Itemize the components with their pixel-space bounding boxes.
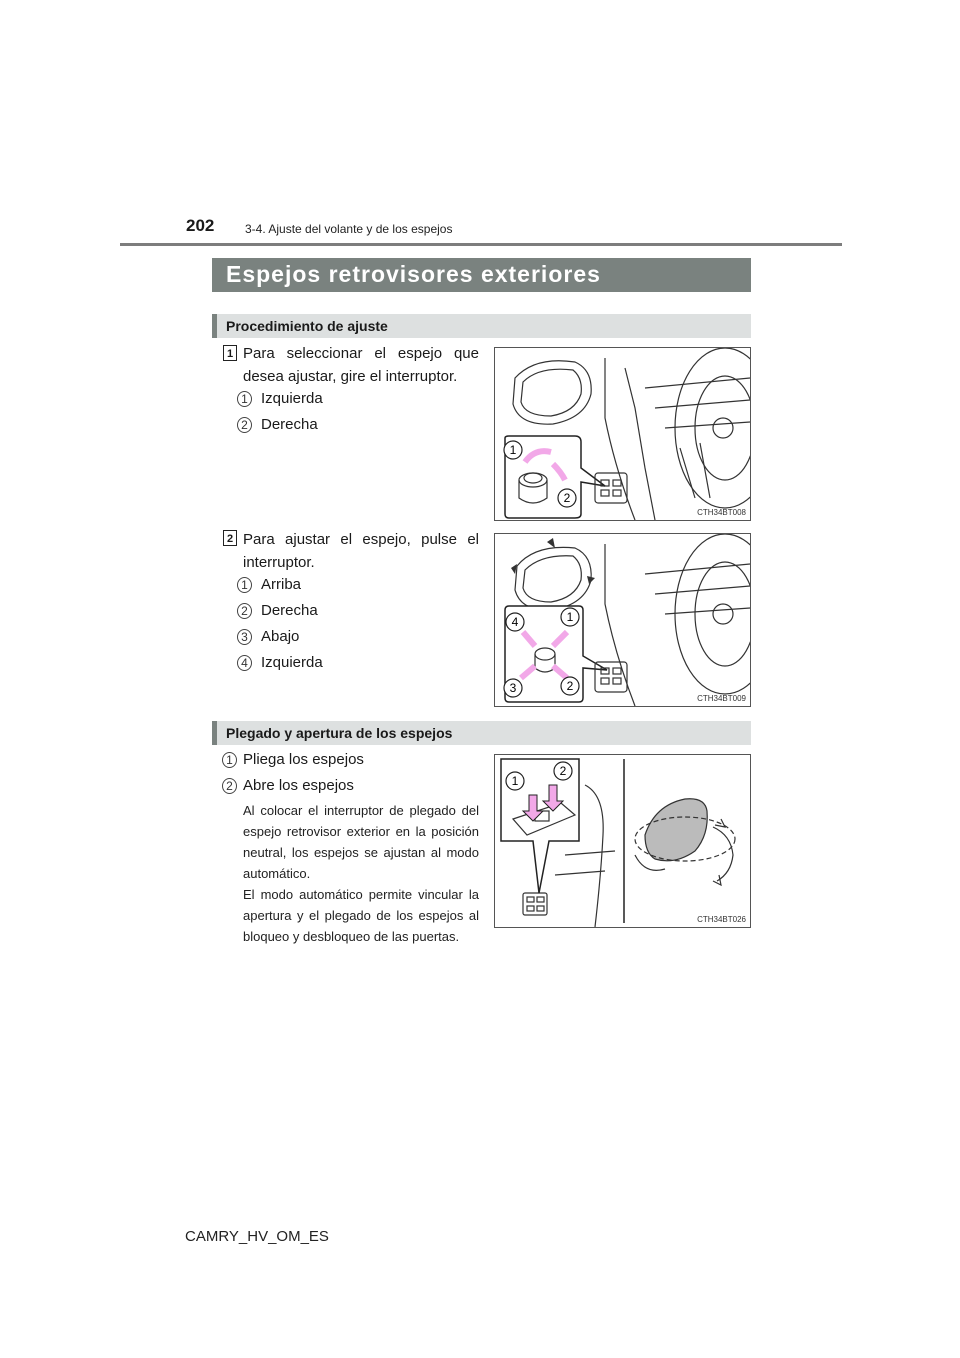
callout-2: 2 — [563, 491, 571, 505]
fold-rotation-arrow — [713, 827, 733, 881]
callout-3: 3 — [509, 681, 517, 695]
item-number: 4 — [237, 655, 252, 671]
figure-code: CTH34BT008 — [697, 508, 746, 517]
item-number: 2 — [237, 417, 252, 433]
item-label-arriba: Arriba — [261, 576, 302, 593]
section-path: 3-4. Ajuste del volante y de los espejos — [245, 222, 453, 236]
item-label-derecha: Derecha — [261, 416, 318, 433]
item-number: 2 — [222, 778, 237, 794]
figure-mirror-select — [494, 347, 751, 521]
callout-4: 4 — [511, 615, 519, 629]
callout-1: 1 — [566, 610, 574, 624]
item-label-derecha: Derecha — [261, 602, 318, 619]
mirror-adjust-illustration — [495, 534, 750, 706]
item-number: 1 — [222, 752, 237, 768]
figure-mirror-fold — [494, 754, 751, 928]
item-label-abajo: Abajo — [261, 628, 300, 645]
item-number: 1 — [237, 391, 252, 407]
mirror-select-illustration — [495, 348, 750, 520]
figure-code: CTH34BT009 — [697, 694, 746, 703]
item-label-izquierda: Izquierda — [261, 654, 323, 671]
note-neutral: Al colocar el interruptor de plegado del espejo retrovisor exterior en la posición neutral, los espejos se ajustan al modo automático. — [243, 803, 479, 881]
callout-2: 2 — [566, 679, 574, 693]
figure-code: CTH34BT026 — [697, 915, 746, 924]
note-automatic: El modo automático permite vincular la apertura y el plegado de los espejos al bloqueo y desbloqueo de las puertas. — [243, 887, 479, 944]
item-label-pliega: Pliega los espejos — [243, 751, 364, 768]
step-number-2: 2 — [223, 530, 237, 546]
folding-mirror — [645, 799, 707, 861]
subheading-folding — [212, 721, 751, 745]
mirror-direction-marks — [511, 538, 595, 616]
mirror-fold-illustration — [495, 755, 750, 927]
step-2-text: Para ajustar el espejo, pulse el interruptor. — [243, 531, 479, 571]
page-title: Espejos retrovisores exteriores — [226, 261, 601, 287]
item-label-abre: Abre los espejos — [243, 777, 354, 794]
side-mirror-outline — [513, 361, 591, 424]
item-label-izquierda: Izquierda — [261, 390, 323, 407]
step-number-1: 1 — [223, 345, 237, 361]
step-1-text: Para seleccionar el espejo que desea ajustar, gire el interruptor. — [243, 345, 479, 385]
callout-2: 2 — [559, 764, 567, 778]
callout-1: 1 — [509, 443, 517, 457]
header-rule — [120, 243, 842, 246]
subheading-folding-text: Plegado y apertura de los espejos — [226, 725, 453, 741]
item-number: 2 — [237, 603, 252, 619]
subheading-adjust — [212, 314, 751, 338]
subheading-adjust-text: Procedimiento de ajuste — [226, 318, 388, 334]
callout-1: 1 — [511, 774, 519, 788]
item-number: 3 — [237, 629, 252, 645]
footer-doc-code: CAMRY_HV_OM_ES — [185, 1228, 329, 1245]
page-number: 202 — [186, 216, 215, 235]
figure-mirror-adjust — [494, 533, 751, 707]
item-number: 1 — [237, 577, 252, 593]
